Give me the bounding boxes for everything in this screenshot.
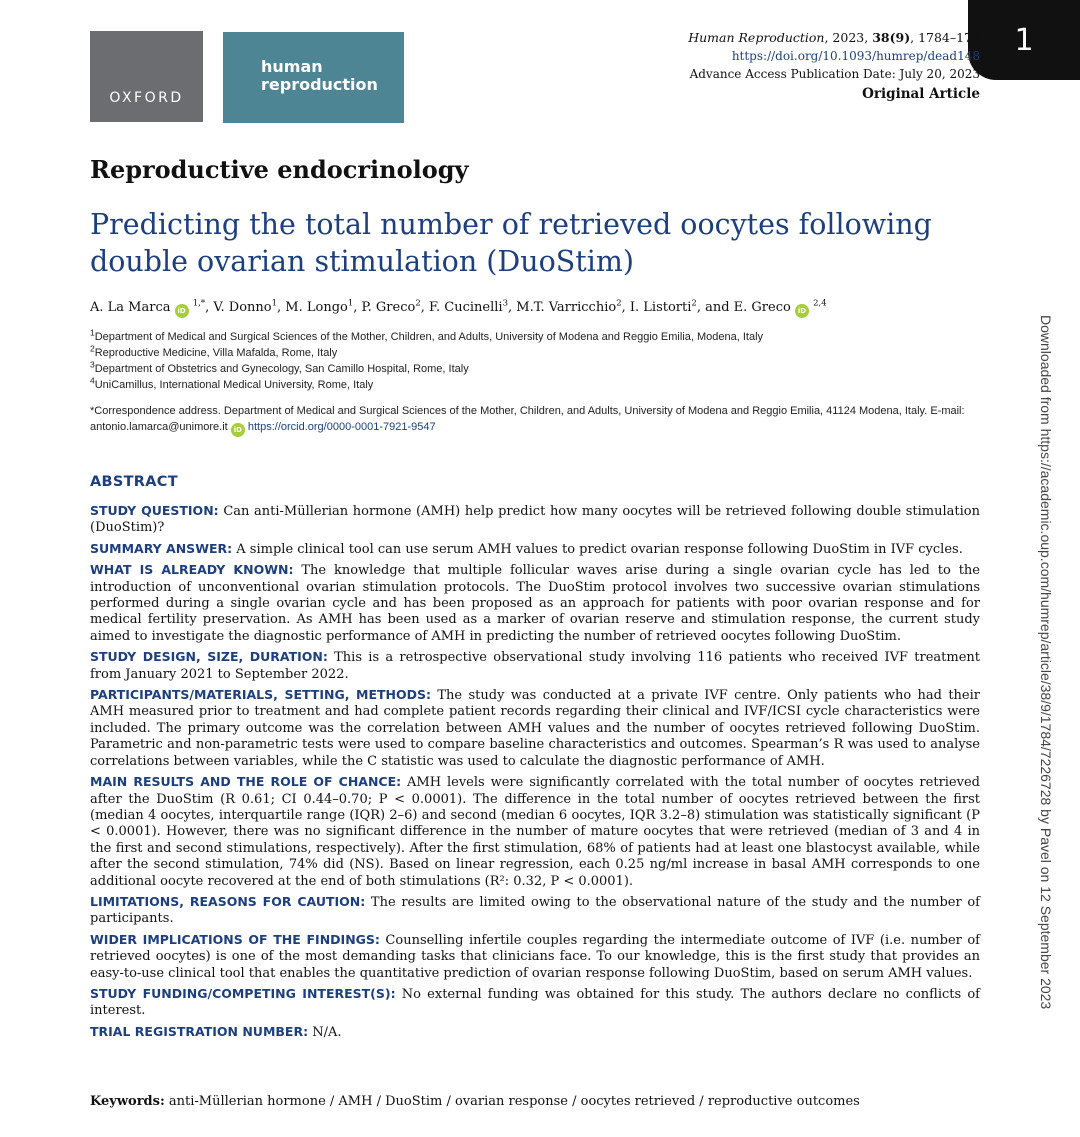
affiliations — [90, 329, 763, 393]
author-name: E. Greco — [733, 300, 791, 315]
article-title: Predicting the total number of retrieved oocytes following double ovarian stimulation (DuoStim) — [90, 208, 932, 278]
author-affiliation-mark: 2 — [415, 298, 421, 309]
author-affiliation-mark: 1 — [271, 298, 278, 309]
article-type: Original Article — [862, 86, 980, 102]
citation — [688, 29, 980, 47]
author-affiliation-mark: 2,4 — [813, 298, 827, 309]
abstract-label: WHAT IS ALREADY KNOWN: — [90, 562, 294, 578]
abstract-paragraph — [90, 1024, 980, 1041]
advance-access-date: Advance Access Publication Date: July 20, 2023 — [689, 67, 980, 81]
abstract-paragraph — [90, 562, 980, 645]
abstract-text: AMH levels were significantly correlated with the total number of oocytes retrieved after the DuoStim (R 0.61; CI 0.44–0.70; P < 0.0001). The difference in the total number of oocytes retrieved between the first (median 4 oocytes, interquartile range (IQR) 2–6) and second (median 6 oocytes, IQR 3.2–8) stimulation was statistically significant (P < 0.0001). However, there was no significant difference in the number of mature oocytes that were retrieved (median of 3 and 4 in the first and second stimulations, respectively). After the first stimulation, 68% of patients had at least one blastocyst available, while after the second stimulation, 74% did (NS). Based on linear regression, each 0.25 ng/ml increase in basal AMH corresponds to one additional oocyte recovered at the end of both stimulations (R²: 0.32, P < 0.0001). — [90, 775, 980, 889]
abstract-label: SUMMARY ANSWER: — [90, 540, 233, 556]
abstract-paragraph — [90, 541, 980, 558]
abstract-paragraph — [90, 932, 980, 982]
abstract-text: This is a retrospective observational study involving 116 patients who received IVF treatment from January 2021 to September 2022. — [90, 650, 980, 682]
affiliation-text: Reproductive Medicine, Villa Mafalda, Rome, Italy — [94, 347, 338, 359]
oxford-logo — [90, 31, 203, 122]
download-note: Downloaded from https://academic.oup.com/humrep/article/38/9/1784/7226728 by Pavel on 12 September 2023 — [1038, 315, 1054, 1010]
affiliation-number: 3 — [90, 359, 95, 370]
keywords-label: Keywords: — [90, 1094, 165, 1109]
oxford-logo-text: OXFORD — [109, 89, 184, 106]
abstract-label: STUDY FUNDING/COMPETING INTEREST(S): — [90, 985, 396, 1001]
abstract-paragraph — [90, 503, 980, 537]
orcid-icon[interactable]: iD — [175, 304, 189, 318]
author-affiliation-mark: 2 — [616, 298, 622, 309]
abstract-label: PARTICIPANTS/MATERIALS, SETTING, METHODS: — [90, 687, 432, 703]
orcid-icon: iD — [231, 423, 245, 437]
affiliation-item — [90, 377, 763, 393]
affiliation-text: Department of Medical and Surgical Sciences of the Mother, Children, and Adults, University of Modena and Reggio Emilia, Modena, Italy — [94, 331, 764, 343]
author-affiliation-mark: 1 — [347, 298, 354, 309]
author-name: F. Cucinelli — [429, 300, 503, 315]
author-affiliation-mark: 3 — [502, 298, 508, 309]
page-number-badge — [968, 0, 1080, 80]
citation-pages: , 1784–178 — [910, 30, 980, 45]
abstract-text: Can anti-Müllerian hormone (AMH) help predict how many oocytes will be retrieved following double stimulation (DuoStim)? — [90, 504, 980, 536]
abstract-paragraph — [90, 649, 980, 683]
citation-year: , 2023, — [824, 30, 873, 45]
abstract-text: Counselling infertile couples regarding the intermediate outcome of IVF (i.e. number of retrieved oocytes) is one of the most demanding tasks that clinicians face. To our knowledge, this is the first study that provides an easy-to-use clinical tool that enables the quantitative prediction of ovarian response following DuoStim, based on serum AMH values. — [90, 932, 980, 981]
correspondence — [90, 403, 970, 437]
abstract-text: The study was conducted at a private IVF centre. Only patients who had their AMH measured prior to treatment and had complete patient records regarding their clinical and IVF/ICSI cycle characteristics were included. The primary outcome was the correlation between AMH values and the number of oocytes retrieved following DuoStim. Parametric and non-parametric tests were used to compare baseline characteristics and outcomes. Spearman’s R was used to analyse correlations between variables, while the C statistic was used to calculate the diagnostic performance of AMH. — [90, 688, 980, 769]
journal-logo-line1: human — [261, 57, 323, 76]
abstract-text: The knowledge that multiple follicular waves arise during a single ovarian cycle has led to the introduction of unconventional ovarian stimulation protocols. The DuoStim protocol involves two successive ovarian stimulations performed during a single ovarian cycle and has been proposed as an approach for patients with poor ovarian response and for medical fertility preservation. As AMH has been used as a marker of ovarian reserve and stimulation response, the current study aimed to investigate the diagnostic performance of AMH in predicting the number of retrieved oocytes following DuoStim. — [90, 563, 980, 644]
orcid-icon[interactable]: iD — [795, 304, 809, 318]
abstract-label: STUDY QUESTION: — [90, 503, 219, 518]
keywords-text: anti-Müllerian hormone / AMH / DuoStim / ovarian response / oocytes retrieved / reproductive outcomes — [168, 1094, 860, 1109]
correspondence-text: *Correspondence address. Department of Medical and Surgical Sciences of the Mother, Children, and Adults, University of Modena and Reggio Emilia, 41124 Modena, Italy. E-mail: antonio.lamarca@unimore.it — [90, 405, 965, 433]
author-name: M.T. Varricchio — [516, 300, 617, 315]
abstract-text: The results are limited owing to the observational nature of the study and the number of participants. — [90, 894, 980, 927]
author-name: I. Listorti — [629, 300, 692, 315]
affiliation-text: UniCamillus, International Medical University, Rome, Italy — [94, 379, 374, 391]
author-affiliation-mark: 2 — [691, 298, 697, 309]
doi-link[interactable]: https://doi.org/10.1093/humrep/dead148 — [731, 49, 980, 63]
abstract-text: A simple clinical tool can use serum AMH values to predict ovarian response following DuoStim in IVF cycles. — [236, 541, 963, 557]
journal-logo-line2: reproduction — [261, 75, 378, 94]
abstract-label: STUDY DESIGN, SIZE, DURATION: — [90, 649, 328, 665]
affiliation-number: 2 — [90, 343, 95, 354]
abstract-body — [90, 503, 980, 1045]
affiliation-number: 4 — [90, 375, 95, 386]
article-meta — [688, 29, 980, 103]
abstract-paragraph — [90, 894, 980, 928]
volume-issue: 38(9) — [872, 30, 911, 45]
affiliation-text: Department of Obstetrics and Gynecology, San Camillo Hospital, Rome, Italy — [94, 363, 469, 375]
orcid-link[interactable]: https://orcid.org/0000-0001-7921-9547 — [247, 421, 436, 433]
journal-logo — [223, 32, 404, 123]
author-name: P. Greco — [361, 300, 416, 315]
page-number: 1 — [1014, 22, 1034, 58]
author-name: A. La Marca — [90, 300, 171, 315]
abstract-text: N/A. — [312, 1024, 342, 1040]
abstract-paragraph — [90, 687, 980, 770]
abstract-paragraph — [90, 774, 980, 890]
author-name: M. Longo — [285, 300, 348, 315]
abstract-label: MAIN RESULTS AND THE ROLE OF CHANCE: — [90, 774, 402, 790]
author-list: A. La Marca iD $^{1,*}$, V. Donno$^1$, M. Longo$^1$, P. Greco$^2$, F. Cucinelli$^3$, M.T. Varricchio$^2$, I. Listorti$^2$, and E. Greco iD $^{2,4}$ — [90, 300, 827, 318]
abstract-paragraph — [90, 986, 980, 1020]
affiliation-item — [90, 345, 763, 361]
affiliation-number: 1 — [90, 327, 95, 338]
abstract-label: WIDER IMPLICATIONS OF THE FINDINGS: — [90, 931, 380, 947]
author-affiliation-mark: 1,* — [192, 298, 206, 309]
abstract-heading: ABSTRACT — [90, 474, 178, 490]
abstract-label: TRIAL REGISTRATION NUMBER: — [90, 1023, 309, 1039]
journal-name: Human Reproduction — [688, 30, 825, 45]
section-heading: Reproductive endocrinology — [90, 155, 469, 184]
abstract-text: No external funding was obtained for this study. The authors declare no conflicts of interest. — [90, 986, 980, 1019]
keywords — [90, 1094, 860, 1109]
download-sidebar — [1034, 315, 1058, 1035]
author-name: V. Donno — [213, 300, 272, 315]
abstract-label: LIMITATIONS, REASONS FOR CAUTION: — [90, 893, 366, 909]
affiliation-item — [90, 329, 763, 345]
affiliation-item — [90, 361, 763, 377]
